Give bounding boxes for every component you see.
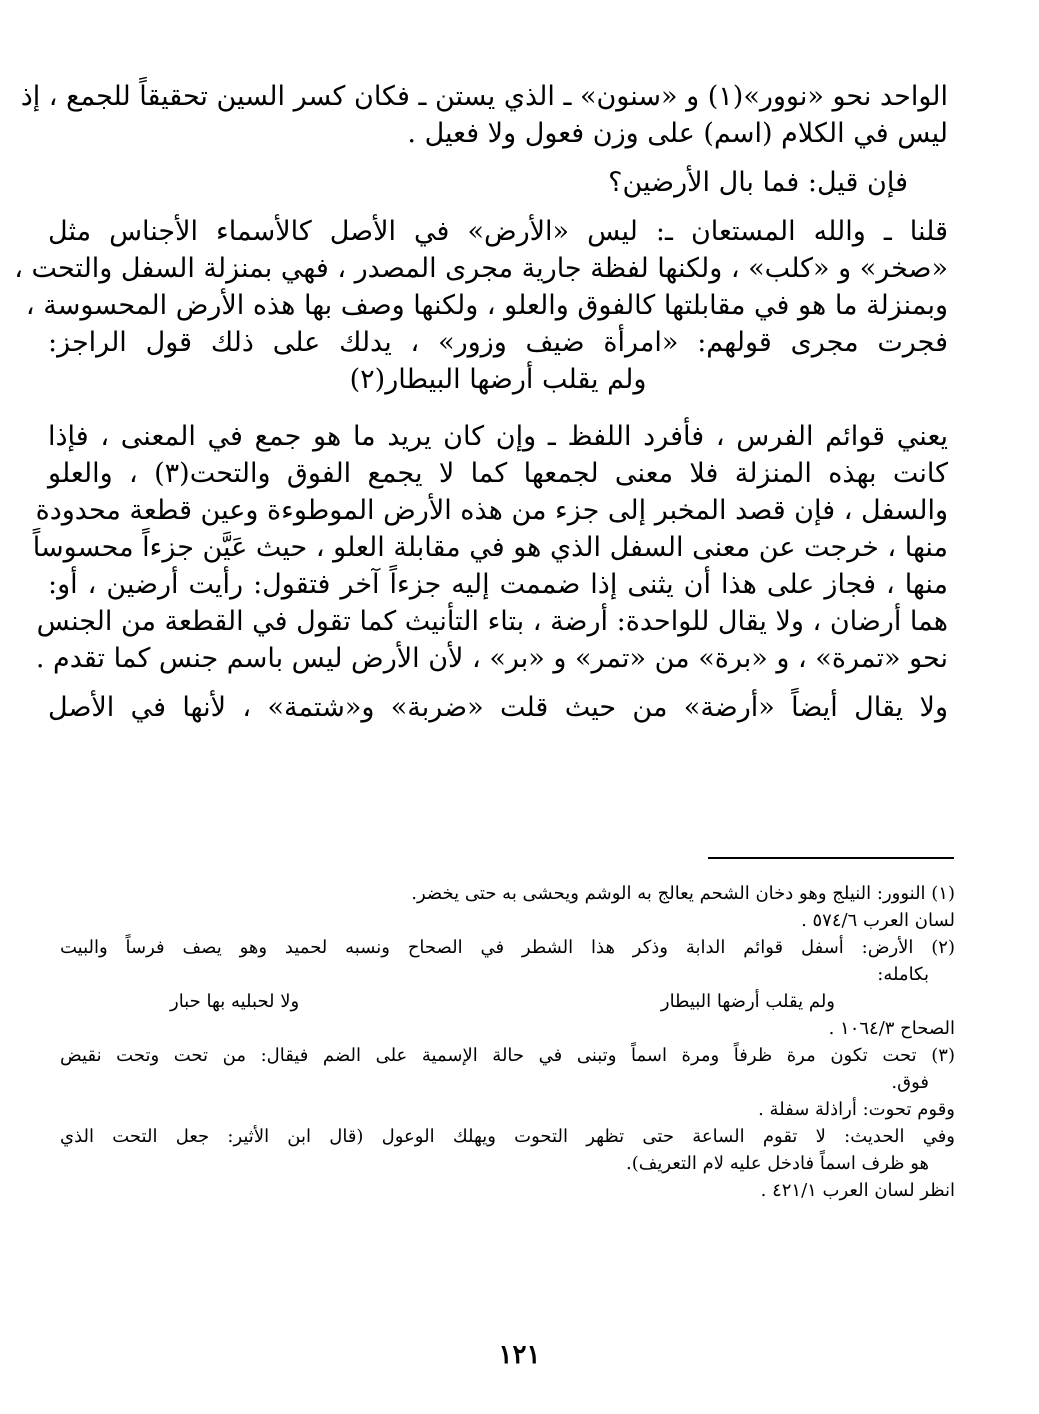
text-line: هما أرضان ، ولا يقال للواحدة: أرضة ، بتاء التأنيث كما تقول في القطعة من الجنس xyxy=(36,606,948,637)
text-line: نحو «تمرة» ، و «برة» من «تمر» و «بر» ، لأن الأرض ليس باسم جنس كما تقدم . xyxy=(35,643,948,674)
text-line: قلنا ـ والله المستعان ـ: ليس «الأرض» في الأصل كالأسماء الأجناس مثل xyxy=(48,216,948,247)
text-line: كانت بهذه المنزلة فلا معنى لجمعها كما لا يجمع الفوق والتحت(٣) ، والعلو xyxy=(48,458,948,489)
paragraph-2 xyxy=(48,164,948,201)
footnote-line: (٣) تحت تكون مرة ظرفاً ومرة اسماً وتبنى في حالة الإسمية على الضم فيقال: من تحت وتحت نقيض xyxy=(60,1045,955,1066)
text-line: يعني قوائم الفرس ، فأفرد اللفظ ـ وإن كان يريد ما هو جمع في المعنى ، فإذا xyxy=(48,421,948,452)
footnote-line: وقوم تحوت: أراذلة سفلة . xyxy=(758,1099,955,1120)
verse-hemistich-2: ولا لحبليه بها حبار xyxy=(170,991,300,1012)
footnote-line: وفي الحديث: لا تقوم الساعة حتى تظهر التحوت ويهلك الوعول (قال ابن الأثير: جعل التحت الذي xyxy=(60,1126,955,1147)
text-line: والسفل ، فإن قصد المخبر إلى جزء من هذه الأرض الموطوءة وعين قطعة محدودة xyxy=(35,495,948,526)
verse-line: ولم يقلب أرضها البيطار(٢) xyxy=(349,364,647,395)
footnote-verse xyxy=(60,988,955,1015)
verse-hemistich-1: ولم يقلب أرضها البيطار xyxy=(660,991,835,1012)
footnote-line: فوق. xyxy=(891,1072,929,1093)
footnote-line: (١) النوور: النيلج وهو دخان الشحم يعالج به الوشم ويحشى به حتى يخضر. xyxy=(411,883,955,904)
footnote-separator xyxy=(708,857,954,859)
paragraph-5 xyxy=(48,689,948,726)
footnotes xyxy=(60,880,955,1204)
page-number: ١٢١ xyxy=(498,1340,541,1370)
text-line: «صخر» و «كلب» ، ولكنها لفظة جارية مجرى المصدر ، فهي بمنزلة السفل والتحت ، xyxy=(14,253,948,284)
text-line: منها ، خرجت عن معنى السفل الذي هو في مقابلة العلو ، حيث عَيَّن جزءاً محسوساً xyxy=(32,532,948,563)
footnote-line: لسان العرب ٥٧٤/٦ . xyxy=(801,910,955,931)
main-text xyxy=(14,78,948,726)
text-line: ولا يقال أيضاً «أرضة» من حيث قلت «ضربة» و«شتمة» ، لأنها في الأصل xyxy=(48,692,948,723)
paragraph-1 xyxy=(20,78,948,152)
footnote-line: بكامله: xyxy=(877,964,929,985)
footnote-line: انظر لسان العرب ٤٢١/١ . xyxy=(760,1180,955,1201)
text-line: وبمنزلة ما هو في مقابلتها كالفوق والعلو ، ولكنها وصف بها هذه الأرض المحسوسة ، xyxy=(25,290,948,321)
paragraph-3 xyxy=(14,213,948,398)
paragraph-4 xyxy=(32,418,948,677)
footnote-line: (٢) الأرض: أسفل قوائم الدابة وذكر هذا الشطر في الصحاح ونسبه لحميد وهو يصف فرساً والبيت xyxy=(60,937,955,958)
text-line: فجرت مجرى قولهم: «امرأة ضيف وزور» ، يدلك على ذلك قول الراجز: xyxy=(48,327,948,358)
text-line: منها ، فجاز على هذا أن يثنى إذا ضممت إليه جزءاً آخر فتقول: رأيت أرضين ، أو: xyxy=(48,569,948,600)
footnote-line: الصحاح ١٠٦٤/٣ . xyxy=(828,1018,955,1039)
footnote-line: هو ظرف اسماً فادخل عليه لام التعريف). xyxy=(626,1153,929,1174)
text-line: ليس في الكلام (اسم) على وزن فعول ولا فعيل . xyxy=(407,118,948,149)
text-line: الواحد نحو «نوور»(١) و «سنون» ـ الذي يستن ـ فكان كسر السين تحقيقاً للجمع ، إذ xyxy=(20,81,948,112)
text-line: فإن قيل: فما بال الأرضين؟ xyxy=(608,167,908,198)
